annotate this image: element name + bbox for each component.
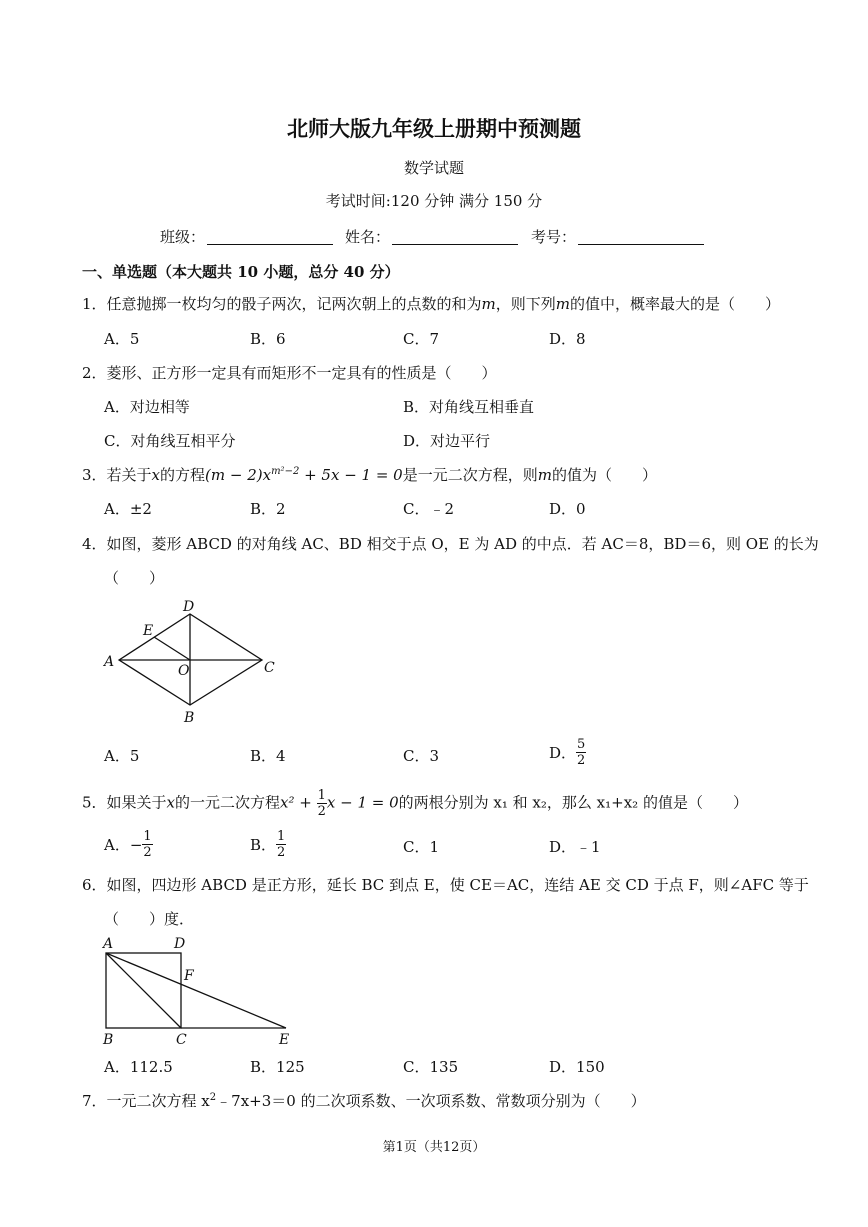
q1-text: 的值中，概率最大的是（ ） [570, 295, 781, 313]
fraction-denominator: 2 [577, 753, 586, 768]
q7-exponent: 2 [209, 1092, 217, 1103]
label-e: E [279, 1032, 290, 1048]
rhombus-figure [100, 598, 290, 726]
fraction-numerator: 1 [143, 829, 152, 844]
q4-option-d-label: D． [549, 744, 577, 762]
q3-text: 是一元二次方程，则 [402, 466, 538, 484]
id-label: 考号： [531, 228, 577, 246]
q3-var: m [537, 466, 552, 484]
q3-var: x [151, 466, 161, 484]
q5-text: 的两根分别为 x₁ 和 x₂，那么 x₁+x₂ 的值是（ ） [398, 793, 748, 812]
question-4: 4．如图，菱形 ABCD 的对角线 AC、BD 相交于点 O，E 为 AD 的中点．若 AC＝8，BD＝6，则 OE 的长为 [82, 535, 819, 553]
fraction-numerator: 1 [277, 829, 286, 844]
diagonal-ac [106, 953, 181, 1028]
fraction-denominator: 2 [317, 804, 326, 819]
label-a: A [103, 936, 114, 952]
label-d: D [174, 936, 186, 952]
q6-option-c[interactable]: C．135 [403, 1058, 459, 1076]
label-c: C [176, 1032, 187, 1048]
page-title: 北师大版九年级上册期中预测题 [287, 116, 581, 141]
class-field [160, 226, 333, 247]
q5-option-a[interactable] [104, 829, 153, 860]
q1-var: m [481, 295, 496, 313]
name-blank [392, 230, 518, 245]
class-label: 班级： [160, 228, 206, 246]
q5-option-b-fraction [276, 829, 286, 860]
class-blank [207, 230, 333, 245]
q1-text: ，则下列 [495, 295, 556, 313]
q5-option-b-label: B． [250, 836, 277, 854]
q4-option-a[interactable]: A．5 [104, 747, 140, 765]
question-6-bracket: （ ）度． [104, 910, 195, 928]
square-figure [98, 934, 298, 1050]
id-blank [578, 230, 704, 245]
question-7 [82, 1090, 646, 1111]
id-field [531, 226, 704, 247]
label-a: A [104, 654, 115, 670]
q6-option-d[interactable]: D．150 [549, 1058, 605, 1076]
fraction-denominator: 2 [143, 845, 152, 860]
section-heading: 一、单选题（本大题共 10 小题，总分 40 分） [82, 263, 400, 281]
q7-text: ﹣7x+3＝0 的二次项系数、一次项系数、常数项分别为（ ） [216, 1092, 646, 1110]
q5-equation: x² + [280, 793, 317, 812]
q3-option-d[interactable]: D．0 [549, 500, 586, 518]
label-e: E [143, 623, 154, 639]
q5-option-a-label: A．− [104, 836, 143, 854]
label-d: D [183, 599, 195, 615]
fraction-denominator: 2 [277, 845, 286, 860]
question-1 [82, 293, 780, 314]
question-4-bracket: （ ） [104, 569, 165, 587]
q3-text: 的值为（ ） [551, 466, 657, 484]
q3-exponent: m²−2 [271, 466, 300, 477]
fraction-numerator: 1 [317, 788, 326, 803]
q3-option-a[interactable]: A．±2 [104, 500, 152, 518]
q5-option-c[interactable]: C．1 [403, 838, 440, 856]
q1-var: m [555, 295, 571, 313]
label-c: C [264, 660, 275, 676]
segment-oe [154, 637, 190, 660]
question-2: 2．菱形、正方形一定具有而矩形不一定具有的性质是（ ） [82, 364, 497, 382]
q5-option-a-fraction [142, 829, 152, 860]
exam-info: 考试时间:120 分钟 满分 150 分 [325, 192, 543, 210]
q3-option-c[interactable]: C．﹣2 [403, 500, 455, 518]
q5-var: x [166, 793, 176, 812]
q3-option-b[interactable]: B．2 [250, 500, 286, 518]
question-3 [82, 464, 657, 485]
q1-option-a[interactable]: A．5 [104, 330, 140, 348]
q2-option-b[interactable]: B．对角线互相垂直 [403, 398, 535, 416]
q2-option-c[interactable]: C．对角线互相平分 [104, 432, 236, 450]
subject-subtitle: 数学试题 [403, 159, 464, 177]
segment-ae [106, 953, 286, 1028]
q5-text: 的一元二次方程 [175, 793, 281, 812]
q5-equation: x − 1 = 0 [326, 793, 399, 812]
name-label: 姓名： [345, 228, 391, 246]
name-field [345, 226, 518, 247]
q3-equation-tail: + 5x − 1 = 0 [299, 466, 403, 484]
q1-text: 1．任意抛掷一枚均匀的骰子两次，记两次朝上的点数的和为 [82, 295, 482, 313]
q4-option-d-fraction [576, 737, 586, 768]
q1-option-c[interactable]: C．7 [403, 330, 440, 348]
q1-option-d[interactable]: D．8 [549, 330, 586, 348]
q4-option-d[interactable] [549, 737, 586, 768]
q4-option-c[interactable]: C．3 [403, 747, 440, 765]
q6-option-a[interactable]: A．112.5 [104, 1058, 173, 1076]
q2-option-d[interactable]: D．对边平行 [403, 432, 491, 450]
question-5 [82, 788, 748, 819]
label-b: B [103, 1032, 114, 1048]
q5-fraction [317, 788, 327, 819]
q3-equation: (m − 2)x [205, 466, 272, 484]
q3-text: 3．若关于 [82, 466, 152, 484]
q5-option-b[interactable] [250, 829, 286, 860]
q4-option-b[interactable]: B．4 [250, 747, 286, 765]
fraction-numerator: 5 [577, 737, 586, 752]
q7-text: 7．一元二次方程 x [82, 1092, 210, 1110]
q2-option-a[interactable]: A．对边相等 [104, 398, 190, 416]
q5-option-d[interactable]: D．﹣1 [549, 838, 601, 856]
question-6: 6．如图，四边形 ABCD 是正方形，延长 BC 到点 E，使 CE＝AC，连结 AE 交 CD 于点 F，则∠AFC 等于 [82, 876, 809, 894]
q6-option-b[interactable]: B．125 [250, 1058, 305, 1076]
page-footer: 第1页（共12页） [382, 1140, 486, 1155]
label-f: F [184, 968, 194, 984]
q3-text: 的方程 [160, 466, 206, 484]
q5-text: 5．如果关于 [82, 793, 167, 812]
label-b: B [184, 710, 195, 726]
q1-option-b[interactable]: B．6 [250, 330, 286, 348]
label-o: O [178, 663, 190, 679]
